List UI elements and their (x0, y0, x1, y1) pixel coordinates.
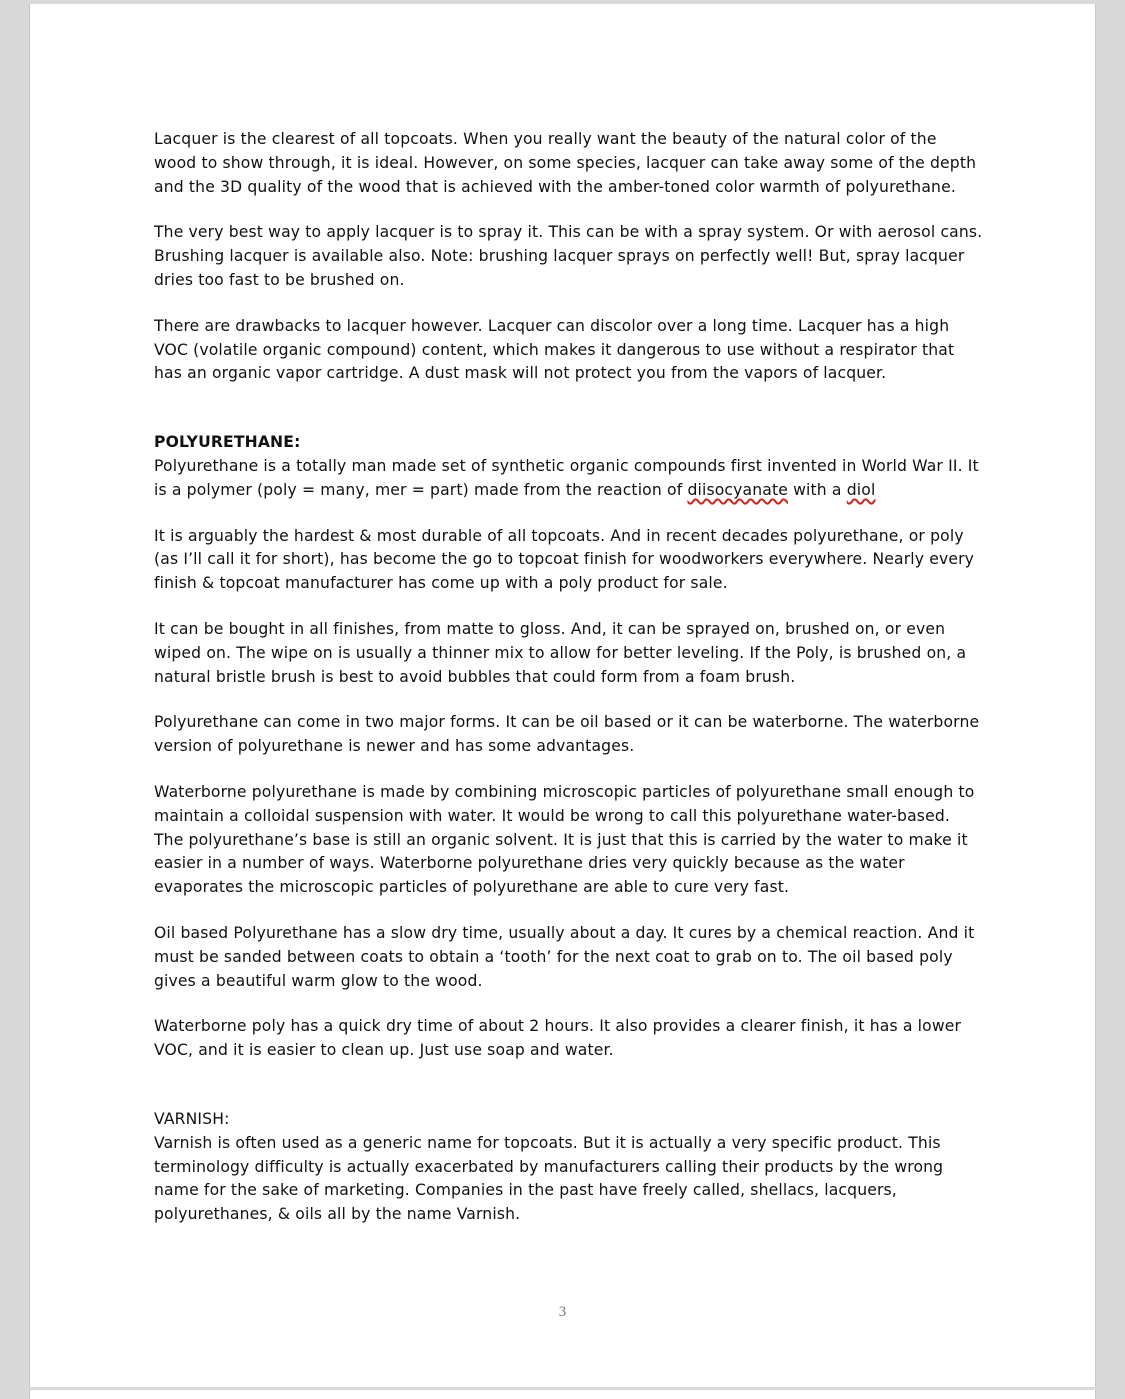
polyurethane-paragraph-7: Waterborne poly has a quick dry time of about 2 hours. It also provides a clearer finish, it has a lower VOC, and it is easier to clean up. Just use soap and water. (154, 1017, 962, 1060)
polyurethane-intro-text: Polyurethane is a totally man made set of synthetic organic compounds first invented in World War II. It is a polymer (poly = many, mer = part) made from the reaction of (154, 456, 979, 499)
page-number: 3 (558, 1304, 567, 1320)
section-spacer-2 (154, 1063, 984, 1108)
polyurethane-paragraph-2: It is arguably the hardest & most durable of all topcoats. And in recent decades polyurethane, or poly (as I’ll call it for short), has become the go to topcoat finish for woodworkers everywhere. Nearly every finish & topcoat manufacturer has come up with a poly product for sale. (154, 526, 975, 593)
next-page-edge (29, 1390, 1096, 1399)
lacquer-paragraph-3: There are drawbacks to lacquer however. Lacquer can discolor over a long time. Lacquer has a high VOC (volatile organic compound) content, which makes it dangerous to use without a respirator that has an organic vapor cartridge. A dust mask will not protect you from the vapors of lacquer. (154, 316, 955, 383)
polyurethane-intro (154, 455, 984, 503)
polyurethane-paragraph-4: Polyurethane can come in two major forms. It can be oil based or it can be waterborne. The waterborne version of polyurethane is newer and has some advantages. (154, 713, 980, 756)
misspelled-word-2[interactable]: diol (846, 480, 876, 499)
polyurethane-heading: POLYURETHANE: (154, 433, 301, 452)
section-spacer (154, 386, 984, 431)
varnish-heading: VARNISH: (154, 1109, 230, 1128)
polyurethane-paragraph-5: Waterborne polyurethane is made by combining microscopic particles of polyurethane small enough to maintain a colloidal suspension with water. It would be wrong to call this polyurethane water-based. The polyurethane’s base is still an organic solvent. It is just that this is carried by the water to make it easier in a number of ways. Waterborne polyurethane dries very quickly because as the water evaporates the microscopic particles of polyurethane are able to cure very fast. (154, 782, 975, 897)
polyurethane-paragraph-3: It can be bought in all finishes, from matte to gloss. And, it can be sprayed on, brushed on, or even wiped on. The wipe on is usually a thinner mix to allow for better leveling. If the Poly, is brushed on, a natural bristle brush is best to avoid bubbles that could form from a foam brush. (154, 619, 967, 686)
varnish-paragraph-1: Varnish is often used as a generic name for topcoats. But it is actually a very specific product. This terminology difficulty is actually exacerbated by manufacturers calling their products by the wrong name for the sake of marketing. Companies in the past have freely called, shellacs, lacquers, polyurethanes, & oils all by the name Varnish. (154, 1133, 944, 1224)
polyurethane-intro-text-2: with a (788, 480, 847, 499)
misspelled-word[interactable]: diisocyanate (687, 480, 788, 499)
polyurethane-paragraph-6: Oil based Polyurethane has a slow dry time, usually about a day. It cures by a chemical reaction. And it must be sanded between coats to obtain a ‘tooth’ for the next coat to grab on to. The oil based poly gives a beautiful warm glow to the wood. (154, 923, 975, 990)
page-body (154, 128, 984, 1227)
lacquer-paragraph-2: The very best way to apply lacquer is to spray it. This can be with a spray system. Or with aerosol cans. Brushing lacquer is available also. Note: brushing lacquer sprays on perfectly well! But, spray lacquer dries too fast to be brushed on. (154, 223, 983, 289)
lacquer-paragraph-1: Lacquer is the clearest of all topcoats. When you really want the beauty of the natural color of the wood to show through, it is ideal. However, on some species, lacquer can take away some of the depth and the 3D quality of the wood that is achieved with the amber-toned color warmth of polyurethane. (154, 130, 977, 196)
document-page (29, 4, 1096, 1387)
